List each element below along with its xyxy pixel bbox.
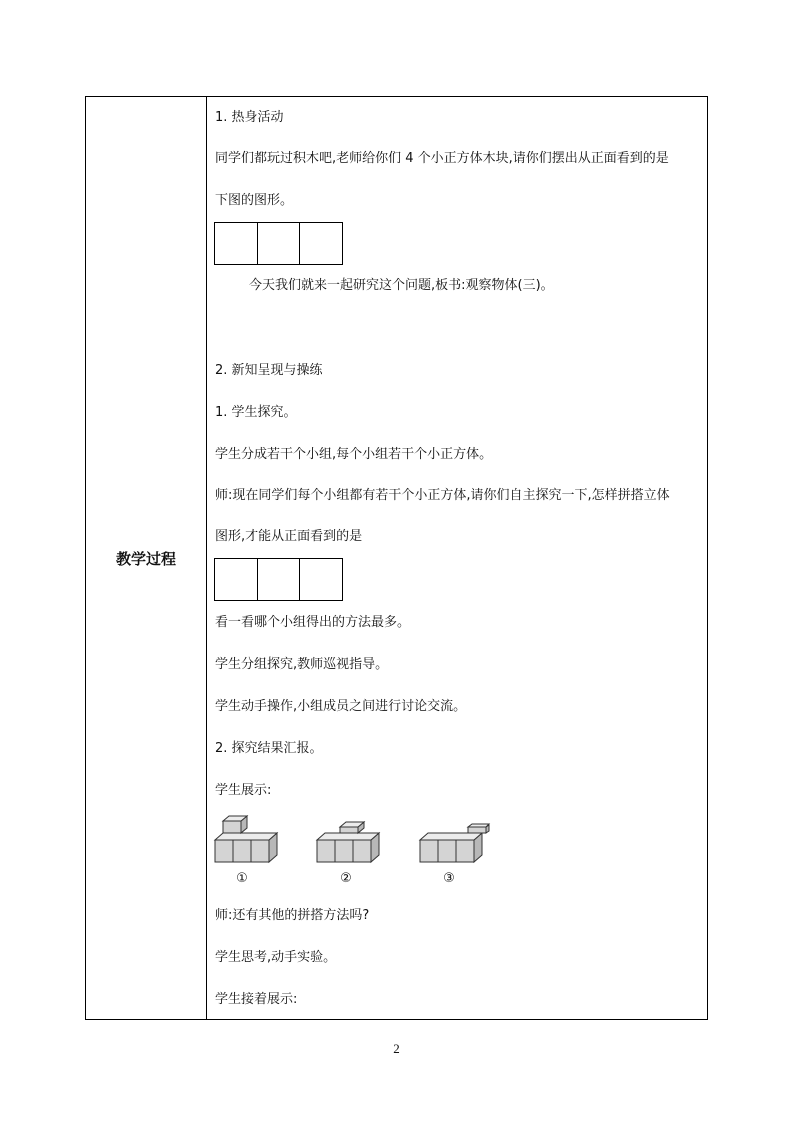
step-1-heading: 1. 学生探究。 xyxy=(215,405,297,420)
figure-label-2: ② xyxy=(340,871,352,886)
table-column-divider xyxy=(206,96,207,1020)
step-1-paragraph-3: 看一看哪个小组得出的方法最多。 xyxy=(215,615,411,630)
cube-figures-svg xyxy=(213,815,503,867)
square-1 xyxy=(214,558,258,601)
step-2-paragraph-4: 学生接着展示: xyxy=(215,992,298,1007)
square-2 xyxy=(257,222,301,265)
step-2-paragraph-1: 学生展示: xyxy=(215,783,272,798)
three-square-front-view xyxy=(214,222,342,265)
step-2-paragraph-2: 师:还有其他的拼搭方法吗? xyxy=(215,908,370,923)
warmup-paragraph-line-1: 同学们都玩过积木吧,老师给你们 4 个小正方体木块,请你们摆出从正面看到的是 xyxy=(215,151,669,166)
three-square-front-view-2 xyxy=(214,558,342,601)
section-label: 教学过程 xyxy=(115,550,176,568)
new-knowledge-heading: 2. 新知呈现与操练 xyxy=(215,363,323,378)
square-1 xyxy=(214,222,258,265)
warmup-paragraph-2: 今天我们就来一起研究这个问题,板书:观察物体(三)。 xyxy=(249,278,554,293)
step-1-paragraph-4: 学生分组探究,教师巡视指导。 xyxy=(215,657,389,672)
step-1-paragraph-1: 学生分成若干个小组,每个小组若干个小正方体。 xyxy=(215,447,493,462)
cube-figure-1 xyxy=(215,816,277,862)
page-number: 2 xyxy=(393,1041,400,1056)
step-2-paragraph-3: 学生思考,动手实验。 xyxy=(215,950,337,965)
square-3 xyxy=(299,222,343,265)
square-3 xyxy=(299,558,343,601)
step-2-heading: 2. 探究结果汇报。 xyxy=(215,741,323,756)
step-1-paragraph-2-line-1: 师:现在同学们每个小组都有若干个小正方体,请你们自主探究一下,怎样拼搭立体 xyxy=(215,488,670,503)
cube-figure-2 xyxy=(317,822,379,862)
figure-label-1: ① xyxy=(236,871,248,886)
figure-label-3: ③ xyxy=(443,871,455,886)
step-1-paragraph-5: 学生动手操作,小组成员之间进行讨论交流。 xyxy=(215,699,467,714)
square-2 xyxy=(257,558,301,601)
step-1-paragraph-2-line-2: 图形,才能从正面看到的是 xyxy=(215,529,363,544)
warmup-paragraph-line-2: 下图的图形。 xyxy=(215,193,294,208)
cube-arrangement-figures xyxy=(213,815,503,890)
cube-figure-3 xyxy=(420,824,489,862)
warmup-heading: 1. 热身活动 xyxy=(215,110,284,125)
